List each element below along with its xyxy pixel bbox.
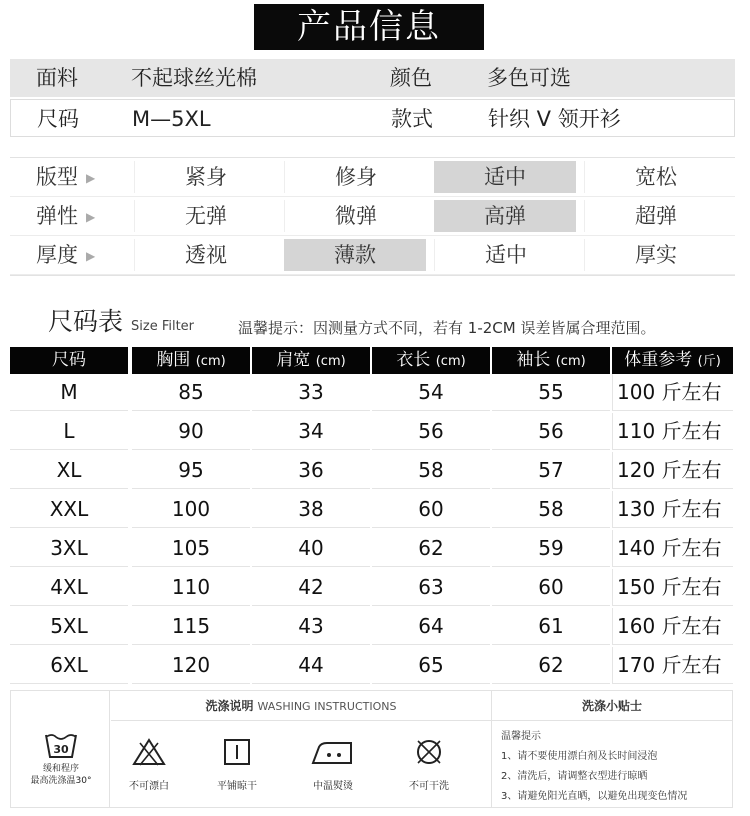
wash-program	[13, 731, 109, 787]
table-cell: 110 斤左右	[612, 413, 733, 450]
info-label-color: 颜色	[390, 66, 432, 90]
attribute-table	[10, 157, 735, 276]
wash-temp-number: 30	[53, 743, 69, 756]
table-cell: 43	[252, 608, 370, 645]
info-label-size: 尺码	[37, 107, 79, 131]
table-cell: 34	[252, 413, 370, 450]
table-row	[10, 413, 733, 450]
triangle-right-icon: ▶	[86, 248, 96, 263]
table-cell: 65	[372, 647, 490, 684]
table-cell: 85	[132, 374, 250, 411]
table-row	[10, 491, 733, 528]
washing-section	[10, 690, 733, 808]
attribute-label-text: 版型	[36, 165, 78, 189]
table-cell: 56	[492, 413, 610, 450]
table-cell: 140 斤左右	[612, 530, 733, 567]
table-cell: XL	[10, 452, 128, 489]
page-title: 产品信息	[254, 4, 484, 50]
attribute-option: 微弹	[284, 200, 427, 232]
medium-iron-icon	[311, 737, 355, 767]
table-cell: 63	[372, 569, 490, 606]
washing-header	[111, 691, 491, 721]
care-iron	[293, 737, 373, 792]
wash-tip-item: 2、清洗后，请调整衣型进行晾晒	[501, 771, 648, 782]
triangle-right-icon: ▶	[86, 209, 96, 224]
table-row	[10, 569, 733, 606]
column-header	[252, 347, 370, 374]
column-header	[372, 347, 490, 374]
attribute-label	[10, 158, 134, 197]
table-cell: 160 斤左右	[612, 608, 733, 645]
table-cell: 58	[492, 491, 610, 528]
info-row	[10, 99, 735, 137]
table-cell: 90	[132, 413, 250, 450]
tips-header	[491, 691, 732, 721]
attribute-label-text: 厚度	[36, 243, 78, 267]
table-cell: 130 斤左右	[612, 491, 733, 528]
attribute-label-text: 弹性	[36, 204, 78, 228]
table-cell: 62	[372, 530, 490, 567]
table-row	[10, 530, 733, 567]
table-cell: 55	[492, 374, 610, 411]
size-table-subtitle: Size Filter	[131, 319, 195, 334]
table-cell: 95	[132, 452, 250, 489]
column-header-name: 胸围	[156, 350, 191, 370]
info-value-size: M—5XL	[132, 107, 211, 131]
table-cell: 36	[252, 452, 370, 489]
table-cell: 57	[492, 452, 610, 489]
column-header-name: 体重参考	[624, 350, 693, 370]
wash-tips-title: 温馨提示	[501, 731, 541, 742]
info-value-fabric: 不起球丝光棉	[131, 66, 257, 90]
table-cell: 100	[132, 491, 250, 528]
table-cell: 120 斤左右	[612, 452, 733, 489]
column-header-name: 袖长	[516, 350, 551, 370]
attribute-label	[10, 236, 134, 275]
attribute-option: 适中	[434, 239, 577, 271]
wash-tip-item: 1、请不要使用漂白剂及长时间浸泡	[501, 751, 658, 762]
table-cell: 58	[372, 452, 490, 489]
table-cell: 38	[252, 491, 370, 528]
column-header-name: 衣长	[396, 350, 431, 370]
wash-tub-icon	[44, 731, 78, 761]
table-cell: 6XL	[10, 647, 128, 684]
info-value-color: 多色可选	[487, 66, 571, 90]
wash-tip-item: 3、请避免阳光直晒，以避免出现变色情况	[501, 791, 688, 802]
table-cell: 105	[132, 530, 250, 567]
table-cell: 54	[372, 374, 490, 411]
table-cell: 56	[372, 413, 490, 450]
info-row	[10, 59, 735, 97]
table-cell: 150 斤左右	[612, 569, 733, 606]
flat-dry-icon	[222, 737, 252, 767]
attribute-label	[10, 197, 134, 236]
column-header-unit: (斤)	[697, 354, 721, 369]
table-cell: 59	[492, 530, 610, 567]
care-no-bleach	[111, 737, 187, 792]
attribute-option: 修身	[284, 161, 427, 193]
table-cell: 4XL	[10, 569, 128, 606]
table-cell: 3XL	[10, 530, 128, 567]
tips-header-label: 洗涤小贴士	[581, 699, 642, 713]
size-table-header	[10, 347, 733, 374]
column-header	[132, 347, 250, 374]
table-cell: 33	[252, 374, 370, 411]
attribute-option: 厚实	[584, 239, 727, 271]
washing-header-en: WASHING INSTRUCTIONS	[257, 700, 397, 713]
table-cell: 115	[132, 608, 250, 645]
care-flat-dry	[197, 737, 277, 792]
attribute-option: 宽松	[584, 161, 727, 193]
column-header	[492, 347, 610, 374]
divider	[491, 721, 492, 807]
washing-header-cn: 洗涤说明	[205, 699, 254, 713]
info-label-fabric: 面料	[36, 66, 78, 90]
column-header-name: 肩宽	[276, 350, 311, 370]
info-label-style: 款式	[391, 107, 433, 131]
table-cell: 61	[492, 608, 610, 645]
table-cell: 110	[132, 569, 250, 606]
size-table-title: 尺码表	[48, 307, 124, 336]
no-dry-clean-icon	[414, 737, 444, 767]
table-cell: XXL	[10, 491, 128, 528]
attribute-option: 无弹	[134, 200, 277, 232]
measurement-tip: 温馨提示：因测量方式不同，若有 1-2CM 误差皆属合理范围。	[238, 319, 656, 337]
info-value-style: 针织 V 领开衫	[488, 107, 621, 131]
attribute-option: 透视	[134, 239, 277, 271]
attribute-row	[10, 197, 735, 236]
table-cell: 170 斤左右	[612, 647, 733, 684]
care-label: 不可干洗	[409, 781, 449, 792]
table-cell: 62	[492, 647, 610, 684]
product-info-table	[10, 59, 735, 139]
table-cell: 44	[252, 647, 370, 684]
attribute-option: 高弹	[434, 200, 576, 232]
care-label: 中温熨烫	[313, 781, 353, 792]
attribute-row	[10, 236, 735, 275]
size-section-heading	[48, 302, 194, 338]
table-row	[10, 452, 733, 489]
divider	[109, 691, 110, 807]
attribute-option: 适中	[434, 161, 576, 193]
column-header-unit: (cm)	[435, 354, 466, 369]
table-cell: 42	[252, 569, 370, 606]
attribute-option: 紧身	[134, 161, 277, 193]
no-bleach-icon	[132, 737, 166, 767]
care-no-dry-clean	[391, 737, 467, 792]
table-cell: 60	[492, 569, 610, 606]
table-cell: M	[10, 374, 128, 411]
wash-program-line2: 最高洗涤温30°	[30, 776, 92, 786]
care-label: 平铺晾干	[217, 781, 257, 792]
wash-tips	[501, 727, 687, 807]
column-header-unit: (cm)	[315, 354, 346, 369]
attribute-option: 薄款	[284, 239, 426, 271]
table-cell: 60	[372, 491, 490, 528]
attribute-row	[10, 158, 735, 197]
table-cell: 40	[252, 530, 370, 567]
table-row	[10, 374, 733, 411]
table-row	[10, 608, 733, 645]
table-cell: 120	[132, 647, 250, 684]
table-cell: 64	[372, 608, 490, 645]
column-header	[10, 347, 128, 374]
wash-program-line1: 缓和程序	[42, 764, 79, 774]
column-header-name: 尺码	[52, 350, 86, 370]
column-header-unit: (cm)	[195, 354, 226, 369]
table-cell: 5XL	[10, 608, 128, 645]
attribute-option: 超弹	[584, 200, 727, 232]
care-label: 不可漂白	[129, 781, 169, 792]
column-header	[612, 347, 733, 374]
table-row	[10, 647, 733, 684]
column-header-unit: (cm)	[555, 354, 586, 369]
table-cell: L	[10, 413, 128, 450]
table-cell: 100 斤左右	[612, 374, 733, 411]
triangle-right-icon: ▶	[86, 170, 96, 185]
